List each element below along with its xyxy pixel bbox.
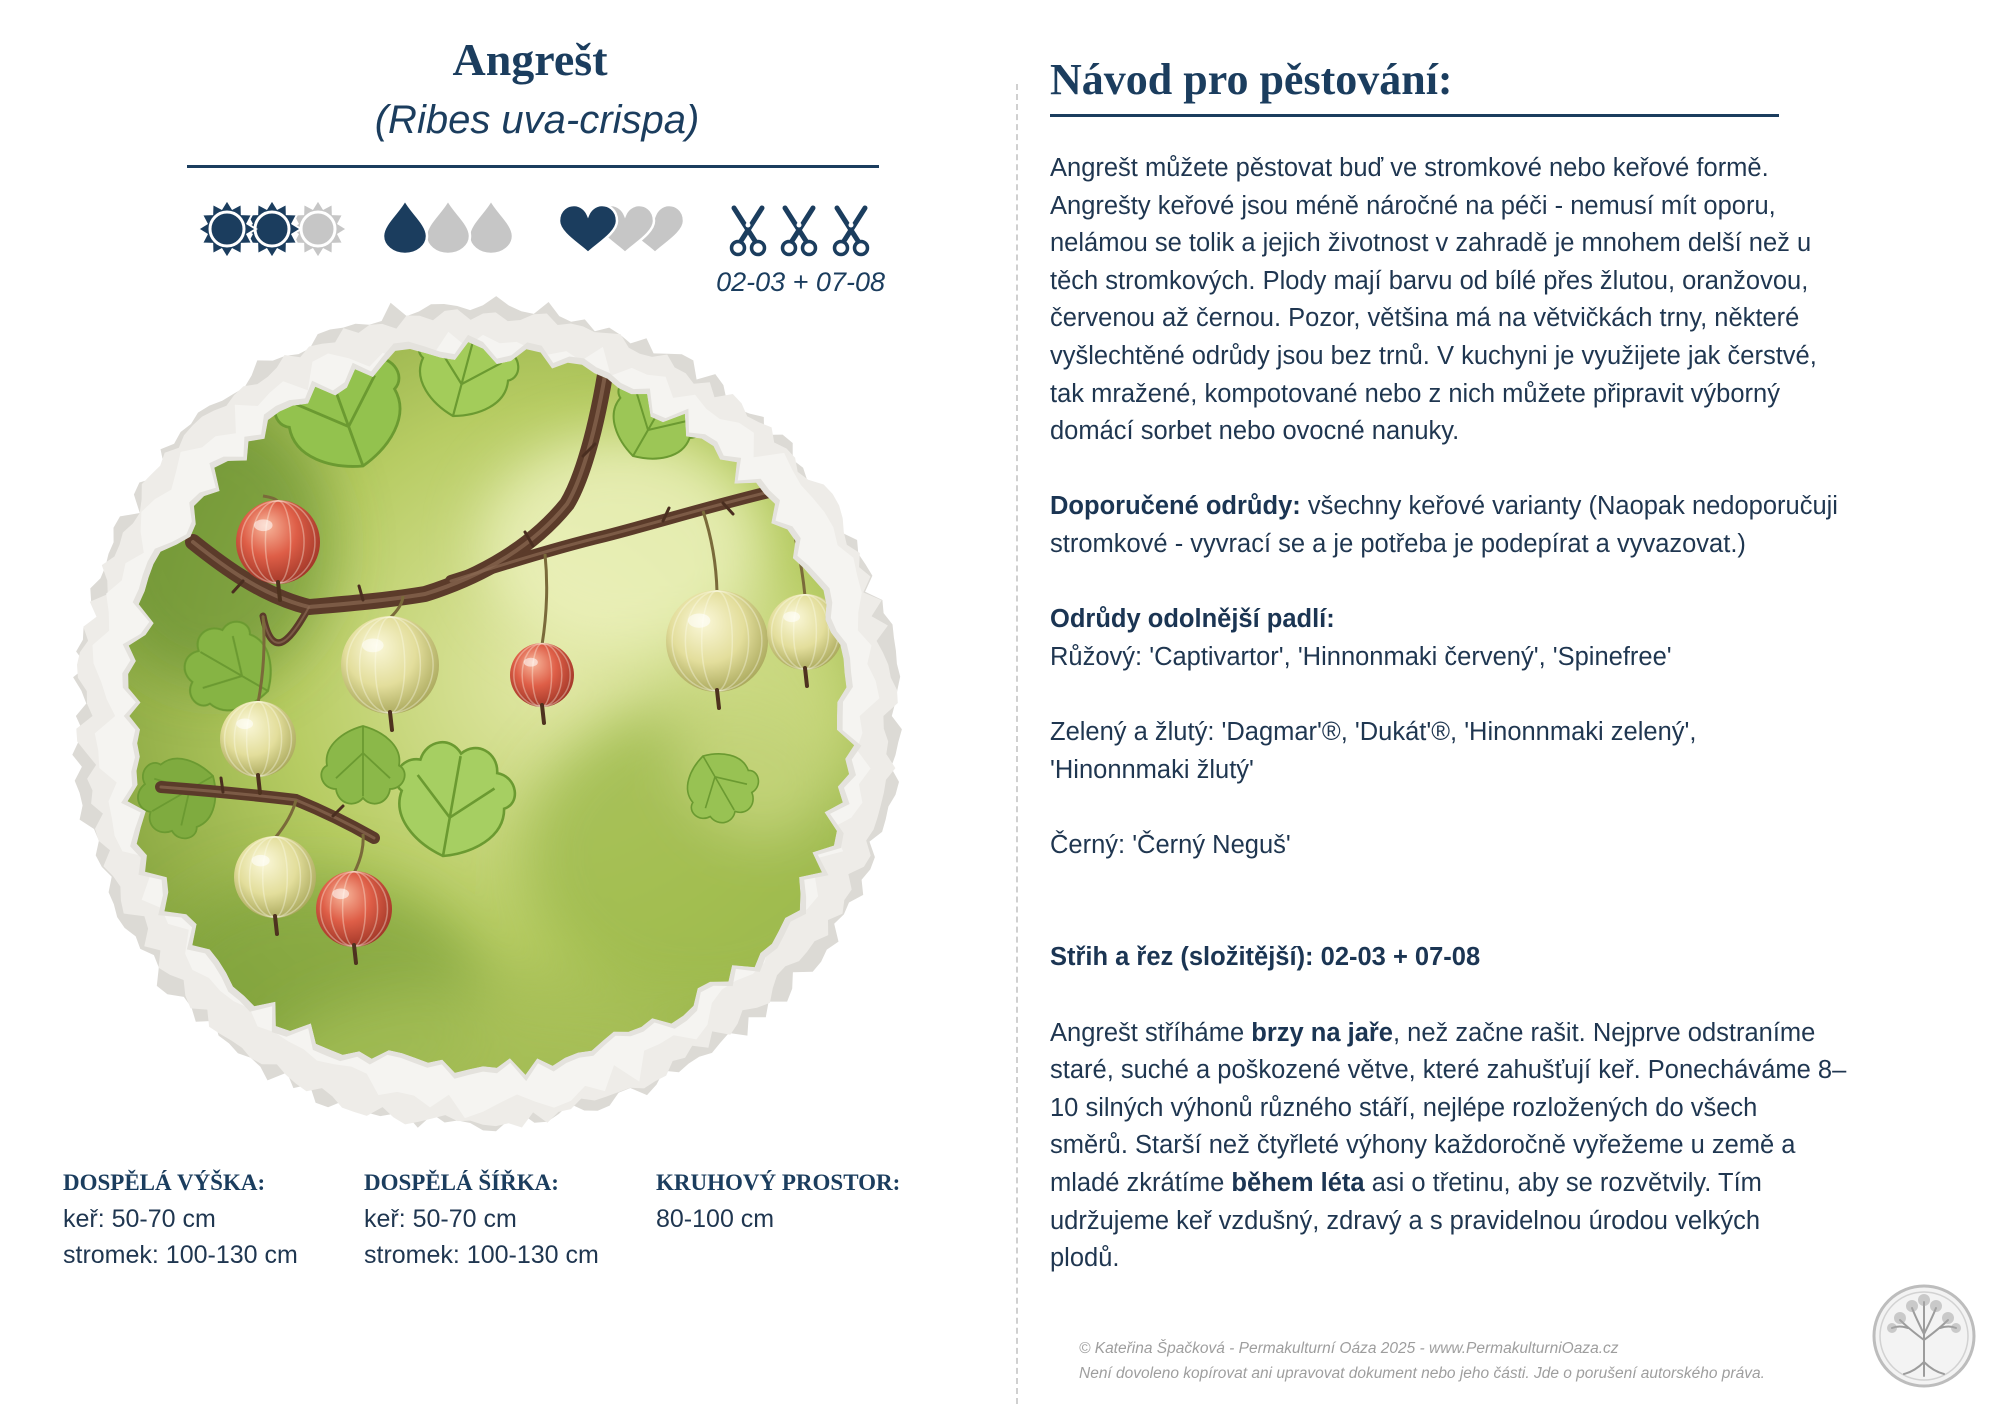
intro-line: tak mražené, kompotované nebo z nich můžete připravit výborný [1050,379,1780,408]
pruning-text: Angrešt stříháme [1050,1018,1252,1047]
sun-icon [198,200,256,258]
pruning-line [1050,1015,1846,1053]
pruning-text: asi o třetinu, aby se rozvětvily. Tím [1364,1169,1762,1198]
resistant-varieties-label: Odrůdy odolnější padlí: [1050,605,1335,634]
adult-height-tree: stromek: 100-130 cm [63,1241,298,1269]
pruning-line: 10 silných výhonů různého stáří, nejlépe rozložených do všech [1050,1093,1758,1122]
pruning-emphasis: brzy na jaře [1251,1018,1393,1047]
recommended-varieties-line [1050,488,1846,526]
instructions-heading: Návod pro pěstování: [1050,55,1453,104]
adult-width-shrub: keř: 50-70 cm [364,1205,517,1233]
circular-space-label: KRUHOVÝ PROSTOR: [656,1170,901,1195]
adult-width-tree: stromek: 100-130 cm [364,1241,599,1269]
pruning-line: směrů. Starší než čtyřleté výhony každoročně vyřežeme u země a [1050,1131,1796,1160]
instructions-text [1050,150,1846,1278]
adult-height-shrub: keř: 50-70 cm [63,1205,216,1233]
circular-space-value: 80-100 cm [656,1205,775,1233]
water-drop-icon [469,200,513,254]
pruning-text: mladé zkrátíme [1050,1169,1232,1198]
scissors-icon [835,208,868,255]
variety-green-yellow: 'Hinonnmaki žlutý' [1050,755,1254,784]
recommended-varieties-text: všechny keřové varianty (Naopak nedoporučuji [1300,492,1838,521]
pruning-line: plodů. [1050,1244,1120,1273]
copyright-notice: Není dovoleno kopírovat ani upravovat dokument nebo jeho části. Jde o porušení autorského práva. [1079,1365,1765,1382]
intro-line: červenou až černou. Pozor, většina má na větvičkách trny, některé [1050,304,1800,333]
variety-black: Černý: 'Černý Neguš' [1050,830,1291,859]
water-drop-icon [383,200,427,254]
footer [1079,1336,1765,1386]
intro-line: domácí sorbet nebo ovocné nanuky. [1050,417,1460,446]
pruning-line: staré, suché a poškozené větve, které zahušťují keř. Ponecháváme 8– [1050,1056,1847,1085]
pruning-emphasis: během léta [1231,1169,1365,1198]
plant-latin-name: (Ribes uva-crispa) [374,98,700,142]
recommended-varieties-text: stromkové - vyvrací se a je potřeba je podepírat a vyvazovat.) [1050,529,1746,558]
copyright-text: © Kateřina Špačková - Permakulturní Oáza 2025 - www.PermakulturniOaza.cz [1079,1340,1619,1357]
adult-height-label: DOSPĚLÁ VÝŠKA: [63,1170,266,1195]
plant-name: Angrešt [452,34,608,85]
variety-green-yellow: Zelený a žlutý: 'Dagmar'®, 'Dukát'®, 'Hinonnmaki zelený', [1050,717,1697,746]
water-drop-icon [426,200,470,254]
tree-logo-icon [1870,1282,1978,1390]
title-underline [187,165,879,168]
gooseberry-photo [63,296,903,1136]
adult-width [364,1168,599,1273]
heart-icon [559,205,617,253]
pruning-heading: Střih a řez (složitější): 02-03 + 07-08 [1050,943,1481,972]
adult-height [63,1168,298,1273]
variety-pink: Růžový: 'Captivartor', 'Hinnonmaki červený', 'Spinefree' [1050,642,1672,671]
intro-line: vyšlechtěné odrůdy jsou bez trnů. V kuchyni je využijete jak čerstvé, [1050,341,1817,370]
pruning-text: , než začne rašit. Nejprve odstraníme [1392,1018,1816,1047]
resistant-varieties-line [1050,601,1846,639]
care-ratings [180,190,900,270]
intro-line: Angrešty keřové jsou méně náročné na péči - nemusí mít oporu, [1050,191,1776,220]
scissors-icon [783,208,816,255]
intro-line: těch stromkových. Plody mají barvu od bílé přes žlutou, oranžovou, [1050,266,1809,295]
circular-space [656,1168,900,1237]
adult-width-label: DOSPĚLÁ ŠÍŘKA: [364,1170,559,1195]
recommended-varieties-label: Doporučené odrůdy: [1050,492,1301,521]
pruning-line: udržujeme keř vzdušný, zdravý a s pravidelnou úrodou velkých [1050,1206,1761,1235]
intro-line: nelámou se tolik a jejich životnost v zahradě je mnohem delší než u [1050,229,1812,258]
photo-content [63,296,903,1136]
pruning-line [1050,1165,1846,1203]
column-divider [1016,84,1018,1404]
heading-underline [1050,114,1779,117]
pruning-months: 02-03 + 07-08 [716,267,885,297]
pruning-heading-line [1050,939,1846,977]
intro-line: Angrešt můžete pěstovat buď ve stromkové nebo keřové formě. [1050,154,1769,182]
scissors-icon [732,208,765,255]
